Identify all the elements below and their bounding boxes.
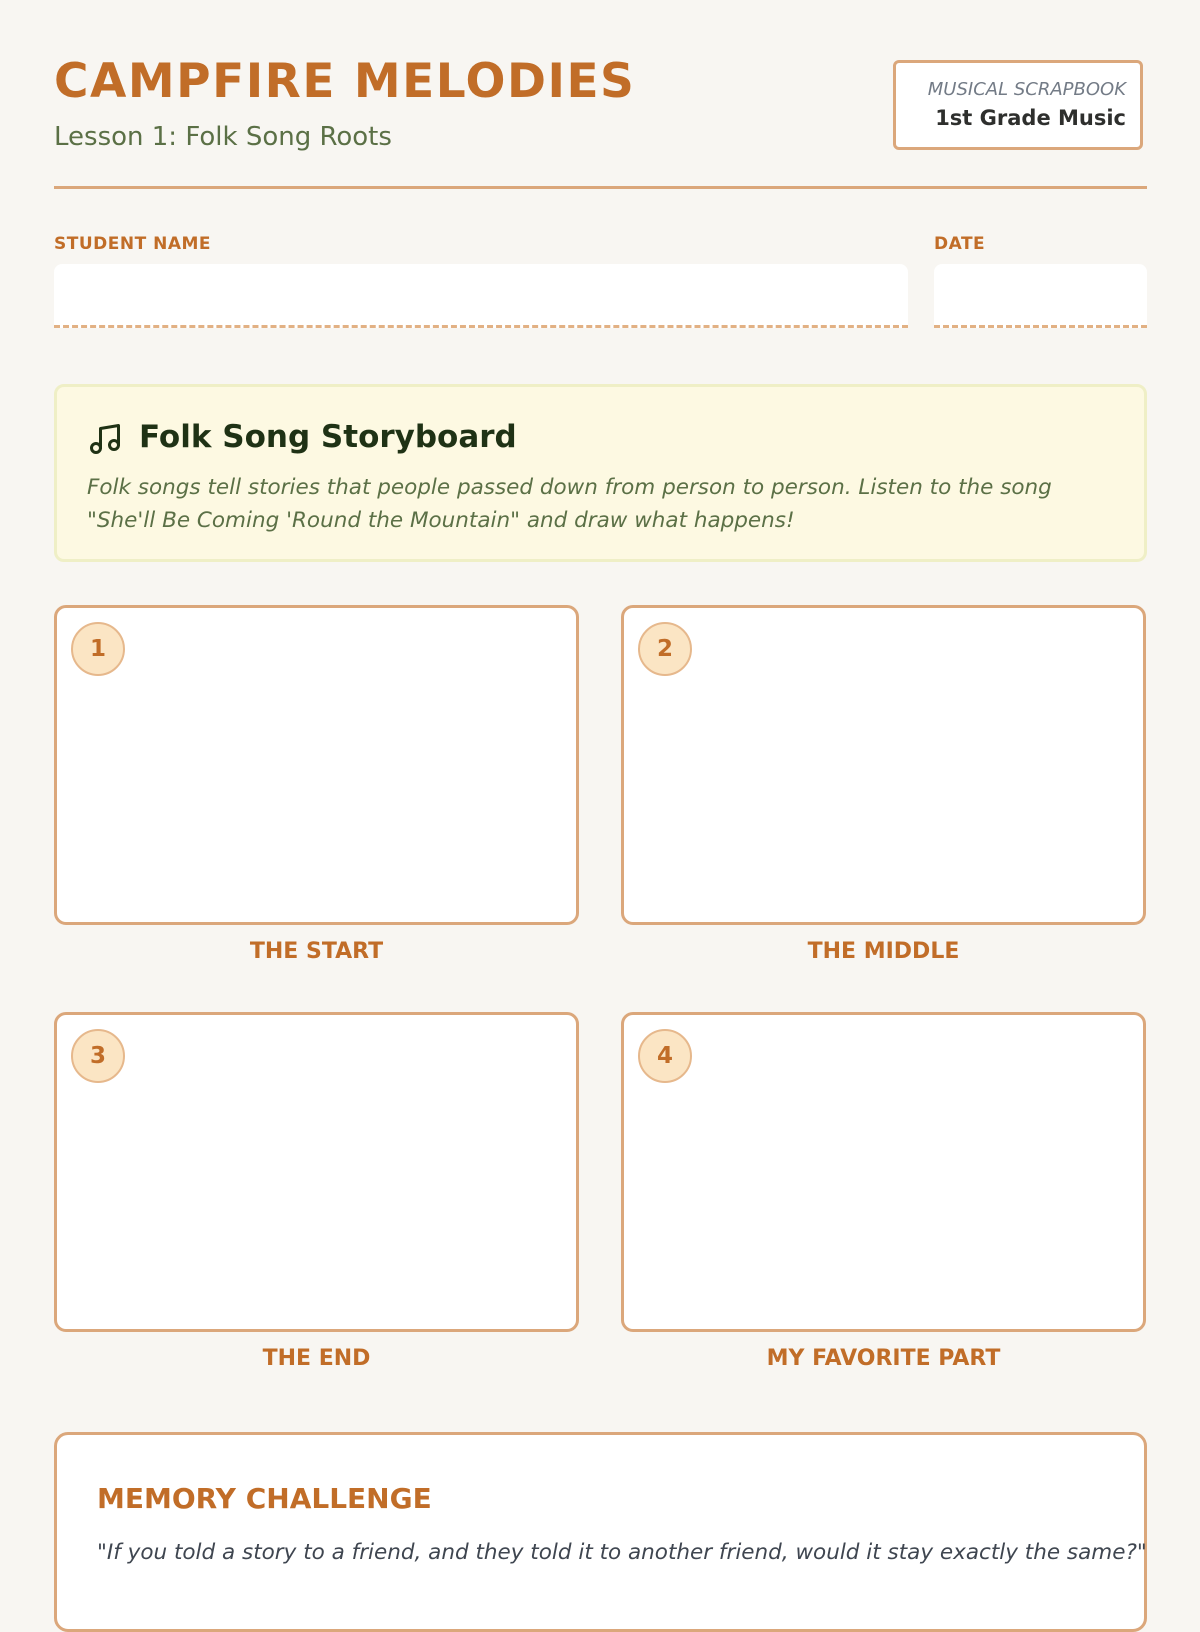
- worksheet-header: [54, 0, 1147, 190]
- worksheet-page: [54, 0, 1147, 1600]
- panel-caption-favorite: MY FAVORITE PART: [766, 1346, 1001, 1371]
- header-divider: [54, 186, 1147, 189]
- date-field[interactable]: [934, 264, 1147, 328]
- drawing-panel-start[interactable]: [54, 605, 579, 925]
- storyboard-description: Folk songs tell stories that people passed down from person to person. Listen to the song "She'll Be Coming 'Round the Mountain" and draw what happens!: [87, 475, 1052, 533]
- course-tag-grade: 1st Grade Music: [935, 106, 1126, 130]
- student-name-field[interactable]: [54, 264, 908, 328]
- panel-caption-middle: THE MIDDLE: [807, 939, 960, 964]
- panel-number-badge: 2: [638, 622, 692, 676]
- panel-caption-end: THE END: [262, 1346, 371, 1371]
- drawing-panel-favorite[interactable]: [621, 1012, 1146, 1332]
- panel-number-badge: 4: [638, 1029, 692, 1083]
- panel-caption-start: THE START: [249, 939, 384, 964]
- course-tag: [893, 60, 1143, 150]
- panel-number-badge: 1: [71, 622, 125, 676]
- page-title: CAMPFIRE MELODIES: [54, 54, 636, 109]
- date-label: DATE: [934, 234, 986, 254]
- student-name-label: STUDENT NAME: [54, 234, 212, 254]
- lesson-subtitle: Lesson 1: Folk Song Roots: [54, 122, 392, 152]
- course-tag-kicker: MUSICAL SCRAPBOOK: [927, 79, 1126, 100]
- memory-challenge-card: [54, 1432, 1147, 1632]
- panel-number-badge: 3: [71, 1029, 125, 1083]
- storyboard-title: Folk Song Storyboard: [139, 419, 517, 455]
- storyboard-instructions: [54, 384, 1147, 562]
- drawing-panel-end[interactable]: [54, 1012, 579, 1332]
- memory-challenge-title: MEMORY CHALLENGE: [97, 1482, 432, 1515]
- music-note-icon: [87, 421, 123, 457]
- memory-challenge-quote: "If you told a story to a friend, and they told it to another friend, would it stay exactly the same?": [97, 1540, 1147, 1565]
- drawing-panel-middle[interactable]: [621, 605, 1146, 925]
